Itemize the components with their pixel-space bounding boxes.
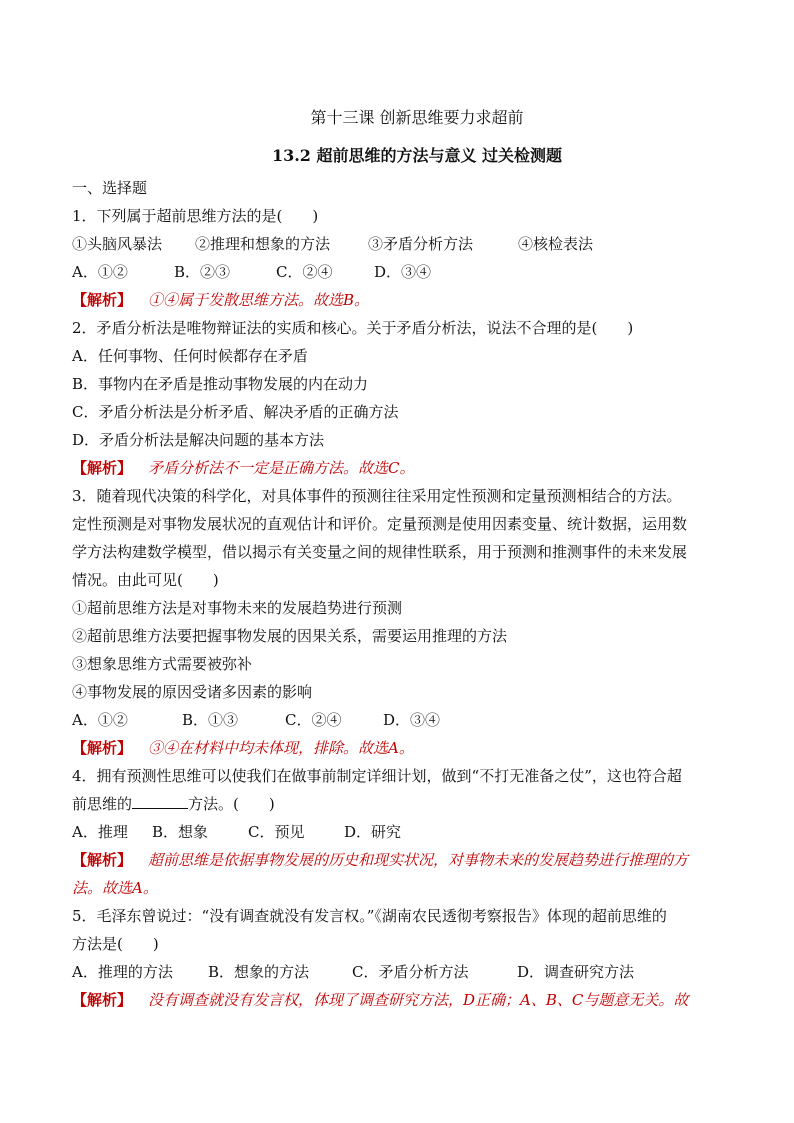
- option-a: A．①②: [72, 263, 128, 281]
- answer-explanation: 【解析】 矛盾分析法不一定是正确方法。故选C。: [72, 459, 415, 477]
- option-d: D．研究: [344, 823, 402, 841]
- option-list: [72, 258, 732, 286]
- answer-explanation: 【解析】 没有调查就没有发言权，体现了调查研究方法，D正确；A、B、C与题意无关。故: [72, 991, 689, 1009]
- question-stem: 2．矛盾分析法是唯物辩证法的实质和核心。关于矛盾分析法，说法不合理的是( ): [72, 319, 634, 337]
- statement: ③想象思维方式需要被弥补: [72, 655, 253, 673]
- statement: ②推理和想象的方法: [195, 235, 331, 253]
- question-5: [72, 902, 732, 1014]
- statement: ①头脑风暴法: [72, 235, 163, 253]
- option-a: A．任何事物、任何时候都存在矛盾: [72, 347, 308, 365]
- option-c: C．矛盾分析法是分析矛盾、解决矛盾的正确方法: [72, 403, 399, 421]
- option-b: B．想象: [152, 823, 209, 841]
- option-list: [72, 706, 732, 734]
- answer-explanation: 【解析】 ③④在材料中均未体现，排除。故选A。: [72, 739, 414, 757]
- option-a: A．①②: [72, 711, 128, 729]
- question-stem: 4．拥有预测性思维可以使我们在做事前制定详细计划，做到“不打无准备之仗”，这也符合超: [72, 767, 682, 785]
- statement: ①超前思维方法是对事物未来的发展趋势进行预测: [72, 599, 403, 617]
- option-d: D．③④: [374, 263, 432, 281]
- option-list: [72, 958, 732, 986]
- option-b: B．②③: [174, 263, 231, 281]
- option-a: A．推理: [72, 823, 128, 841]
- statement: ②超前思维方法要把握事物发展的因果关系，需要运用推理的方法: [72, 627, 508, 645]
- question-3: [72, 482, 732, 762]
- option-d: D．调查研究方法: [517, 963, 635, 981]
- section-title: 13.2 超前思维的方法与意义 过关检测题: [271, 146, 563, 165]
- question-stem: 3．随着现代决策的科学化，对具体事件的预测往往采用定性预测和定量预测相结合的方法。: [72, 487, 682, 505]
- section-label: 一、选择题: [72, 179, 148, 197]
- option-c: C．预见: [248, 823, 305, 841]
- option-b: B．事物内在矛盾是推动事物发展的内在动力: [72, 375, 369, 393]
- fill-blank: [132, 792, 188, 809]
- answer-tag: 【解析】: [72, 991, 133, 1009]
- question-stem: 学方法构建数学模型，借以揭示有关变量之间的规律性联系，用于预测和推测事件的未来发展: [72, 543, 688, 561]
- option-b: B．想象的方法: [208, 963, 310, 981]
- question-stem: 前思维的 方法。( ): [72, 790, 732, 818]
- question-stem: 情况。由此可见( ): [72, 571, 219, 589]
- question-stem: 方法是( ): [72, 935, 159, 953]
- document-page: [72, 104, 732, 1014]
- option-c: C．②④: [276, 263, 333, 281]
- answer-tag: 【解析】: [72, 851, 133, 869]
- question-2: [72, 314, 732, 482]
- option-d: D．矛盾分析法是解决问题的基本方法: [72, 431, 325, 449]
- answer-tag: 【解析】: [72, 459, 133, 477]
- statement-list: [72, 230, 732, 258]
- statement: ④核检表法: [518, 235, 594, 253]
- question-stem: 1．下列属于超前思维方法的是( ): [72, 207, 319, 225]
- option-list: [72, 818, 732, 846]
- question-stem: 定性预测是对事物发展状况的直观估计和评价。定量预测是使用因素变量、统计数据，运用数: [72, 515, 688, 533]
- statement: ③矛盾分析方法: [368, 235, 474, 253]
- answer-tag: 【解析】: [72, 291, 133, 309]
- answer-explanation: 【解析】 超前思维是依据事物发展的历史和现实状况，对事物未来的发展趋势进行推理的方: [72, 851, 689, 869]
- option-b: B．①③: [182, 711, 239, 729]
- statement: ④事物发展的原因受诸多因素的影响: [72, 683, 313, 701]
- question-stem: 5．毛泽东曾说过：“没有调查就没有发言权。”《湖南农民透彻考察报告》体现的超前思维的: [72, 907, 667, 925]
- question-4: [72, 762, 732, 902]
- option-c: C．②④: [285, 711, 342, 729]
- answer-explanation: 【解析】 ①④属于发散思维方法。故选B。: [72, 291, 370, 309]
- answer-tag: 【解析】: [72, 739, 133, 757]
- option-d: D．③④: [383, 711, 441, 729]
- lesson-title: 第十三课 创新思维要力求超前: [310, 108, 524, 127]
- question-1: [72, 202, 732, 314]
- option-c: C．矛盾分析方法: [352, 963, 469, 981]
- answer-explanation-cont: 法。故选A。: [72, 879, 158, 897]
- option-a: A．推理的方法: [72, 963, 173, 981]
